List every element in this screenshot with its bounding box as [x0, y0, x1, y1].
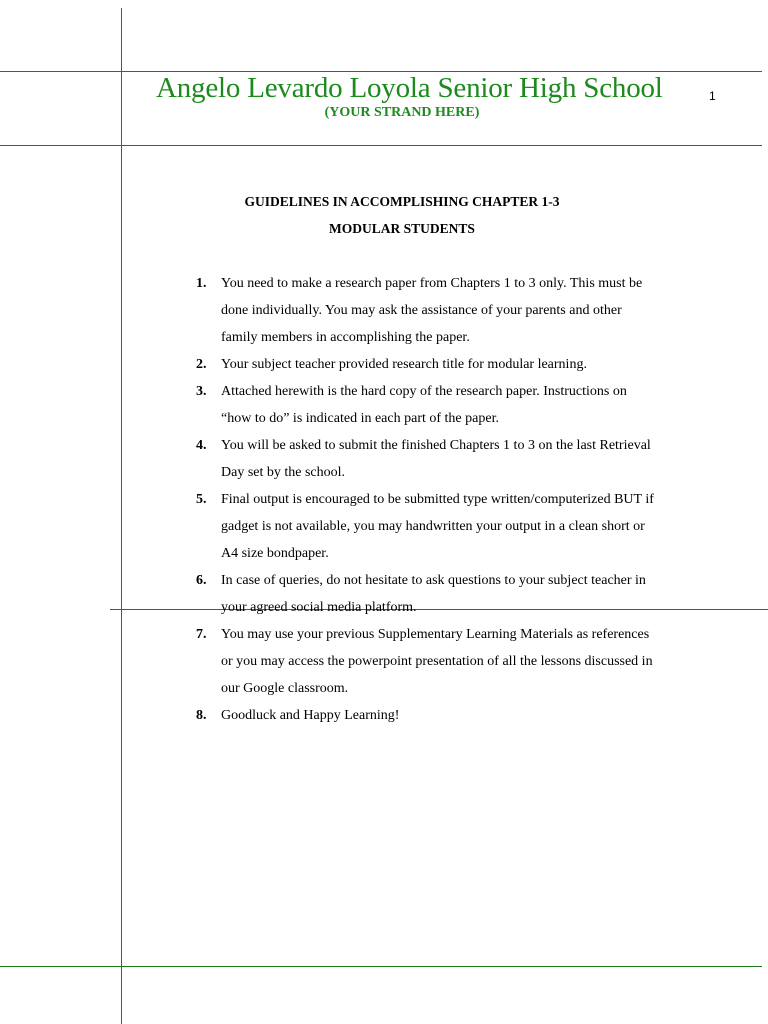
list-item [196, 486, 656, 567]
list-item [196, 432, 656, 486]
item-number: 2. [196, 357, 207, 372]
list-item [196, 702, 656, 729]
item-number: 1. [196, 276, 207, 291]
item-text: Your subject teacher provided research title for modular learning. [221, 357, 587, 372]
header-rule-bottom [0, 145, 762, 146]
item-text: In case of queries, do not hesitate to ask questions to your subject teacher in your agreed social media platform. [221, 573, 646, 615]
list-item [196, 351, 656, 378]
list-item [196, 567, 656, 621]
item-text: Goodluck and Happy Learning! [221, 708, 400, 723]
document-title: GUIDELINES IN ACCOMPLISHING CHAPTER 1-3 [244, 194, 560, 209]
item-number: 3. [196, 384, 207, 399]
item-text: You will be asked to submit the finished Chapters 1 to 3 on the last Retrieval Day set by the school. [221, 438, 651, 480]
document-subtitle: MODULAR STUDENTS [329, 221, 475, 236]
list-item [196, 378, 656, 432]
item-number: 5. [196, 492, 207, 507]
guidelines-list [196, 270, 656, 729]
item-text: Final output is encouraged to be submitted type written/computerized BUT if gadget is not available, you may handwritten your output in a clean short or A4 size bondpaper. [221, 492, 654, 561]
item-number: 7. [196, 627, 207, 642]
strand-placeholder: (YOUR STRAND HERE) [324, 105, 480, 120]
margin-rule-vertical [121, 8, 122, 1024]
page-number: 1 [709, 89, 716, 103]
footer-rule [0, 966, 762, 967]
item-text: You may use your previous Supplementary Learning Materials as references or you may access the powerpoint presentation of all the lessons discussed in our Google classroom. [221, 627, 653, 696]
item-text: You need to make a research paper from Chapters 1 to 3 only. This must be done individually. You may ask the assistance of your parents and other family members in accomplishing the paper. [221, 276, 643, 345]
item-number: 4. [196, 438, 207, 453]
item-number: 6. [196, 573, 207, 588]
school-name: Angelo Levardo Loyola Senior High School [156, 72, 663, 104]
list-item [196, 621, 656, 702]
list-item [196, 270, 656, 351]
item-number: 8. [196, 708, 207, 723]
item-text: Attached herewith is the hard copy of the research paper. Instructions on “how to do” is indicated in each part of the paper. [221, 384, 627, 426]
